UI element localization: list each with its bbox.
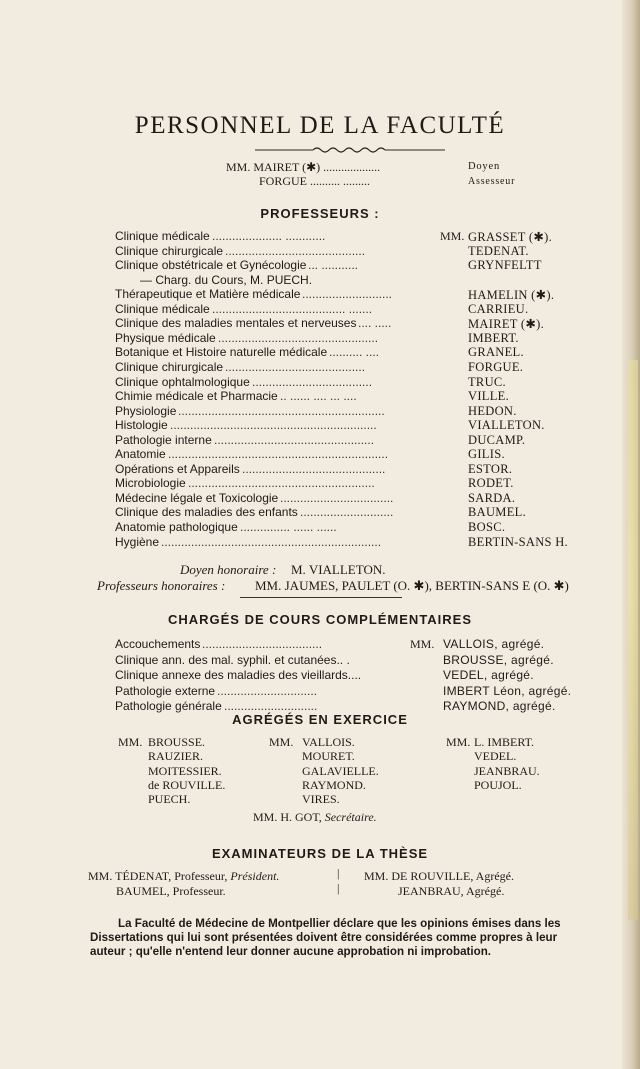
agrege-name: MOURET. [302,749,355,764]
agrege-name: VEDEL. [474,749,517,764]
dean-dots: ................... [323,160,381,174]
examiner-divider-2: | [337,881,340,895]
title-ornament [255,146,445,154]
professor-row [0,258,640,273]
leader-dots: .......................................... [225,243,366,258]
secretary-line [253,810,377,825]
professor-row [0,404,640,419]
professor-row [0,273,640,288]
course-name: Pathologie externe [115,683,216,698]
professor-chair: Anatomie pathologique [115,520,238,534]
agrege-name: RAYMOND. [302,777,366,792]
leader-dots: ........................................... [242,461,386,476]
leader-dots: .... ..... [358,316,392,331]
leader-dots: .................................................................. [168,447,389,462]
professor-chair: Clinique médicale [115,301,210,316]
course-lecturer: VALLOIS, agrégé. [443,637,545,651]
leader-dots: ........................................................ [188,476,375,491]
leader-dots: ... ........... [308,258,359,273]
professor-name: RODET. [468,476,514,491]
leader-dots: .................................... [252,374,373,389]
dean-line [226,160,380,175]
agrege-name: GALAVIELLE. [302,763,379,778]
professor-row [0,491,640,506]
professor-chair: Clinique obstétricale et Gynécologie [115,258,307,273]
professor-chair: Anatomie [115,447,166,462]
professor-name: IMBERT. [468,330,519,345]
professor-row [0,476,640,491]
professor-name: TRUC. [468,374,506,389]
professor-name: BERTIN-SANS H. [468,534,568,549]
professor-row [0,447,640,462]
professor-row [0,389,640,404]
leader-dots: ................................................ [214,432,375,447]
examiners-heading: EXAMINATEURS DE LA THÈSE [211,846,429,861]
professors-mm: MM. [440,229,465,243]
professor-name: BOSC. [468,520,506,534]
professor-chair: Chimie médicale et Pharmacie [115,389,278,404]
course-name: Clinique annexe des maladies des vieillards.... [115,668,362,683]
professor-name: VILLE. [468,389,510,404]
leader-dots: .............................................................. [170,418,377,433]
secretary-name: MM. H. GOT, [253,810,322,824]
leader-dots: ........................... [302,287,393,302]
professor-row [0,229,640,244]
leader-dots: .................................. [280,490,394,505]
examiner-divider-1: | [337,866,340,880]
leader-dots: ..................... ............ [212,229,326,243]
honorary-dean-label: Doyen honoraire : [180,562,277,577]
professor-row [0,462,640,477]
assessor-role: Assesseur [468,176,516,187]
agreges-heading: AGRÉGÉS EN EXERCICE [232,712,408,727]
leader-dots: ............................ [224,699,318,714]
professor-chair: Clinique ophtalmologique [115,374,250,389]
professor-chair: Pathologie interne [115,432,212,447]
course-row [0,637,640,652]
secretary-title: Secrétaire. [324,810,377,824]
agrege-name: de ROUVILLE. [148,777,226,792]
leader-dots: ............... ...... ...... [240,520,337,534]
courses-mm: MM. [410,637,435,651]
leader-dots: .................................................................. [161,534,382,549]
professor-row [0,244,640,259]
course-lecturer: VEDEL, agrégé. [443,668,534,683]
examiner-left-1-role: Président. [230,869,280,883]
professor-row [0,287,640,302]
course-row [0,684,640,699]
professor-name: SARDA. [468,490,516,505]
agrege-name: PUECH. [148,792,191,807]
professors-heading: PROFESSEURS : [260,206,380,221]
professor-row [0,360,640,375]
course-lecturer: IMBERT Léon, agrégé. [443,683,572,698]
leader-dots: ................................................ [218,330,379,345]
professor-name: FORGUE. [468,359,524,374]
leader-dots: .................................... [202,637,323,651]
assessor-dots: .......... ......... [310,174,371,188]
professor-name: HEDON. [468,403,517,418]
disclaimer-line-2: Dissertations qui lui sont présentées doivent être considérées comme propres à leur [90,931,558,944]
professor-row [0,520,640,535]
professor-name: MAIRET (✱). [468,317,545,332]
course-row [0,653,640,668]
divider [240,597,402,598]
dean-name: MAIRET (✱) [253,160,321,174]
course-lecturer: BROUSSE, agrégé. [443,652,554,667]
professor-row [0,345,640,360]
honorary-dean-name: M. VIALLETON. [291,562,386,577]
dean-prefix: MM. [226,160,251,174]
professor-row [0,433,640,448]
professor-row [0,505,640,520]
professor-name: BAUMEL. [468,505,527,520]
agrege-name: JEANBRAU. [474,763,540,778]
honorary-profs-label: Professeurs honoraires : [97,578,226,593]
professor-name: ESTOR. [468,461,513,476]
professor-chair: Clinique des maladies des enfants [115,505,298,520]
course-lecturer: RAYMOND, agrégé. [443,699,556,714]
professor-name: CARRIEU. [468,301,529,316]
professor-chair: Microbiologie [115,476,186,491]
professor-name: HAMELIN (✱). [468,288,555,303]
disclaimer-line-3: auteur ; qu'elle n'entend leur donner aucune approbation ni improbation. [90,945,492,958]
professor-chair: — Charg. du Cours, M. PUECH. [140,272,313,287]
leader-dots: .............................. [217,683,318,698]
professor-name: GRANEL. [468,345,524,360]
leader-dots: ........................................ ....... [212,301,373,316]
professor-row [0,375,640,390]
agrege-name: VALLOIS. [302,735,355,749]
courses-heading: CHARGÉS DE COURS COMPLÉMENTAIRES [167,612,473,627]
leader-dots: .............................................................. [178,403,385,418]
professor-row [0,316,640,331]
professor-chair: Clinique chirurgicale [115,243,224,258]
professor-chair: Histologie [115,418,168,433]
examiner-right-1: MM. DE ROUVILLE, Agrégé. [364,869,514,883]
course-name: Clinique ann. des mal. syphil. et cutanées.. . [115,652,350,667]
disclaimer-line-1: La Faculté de Médecine de Montpellier déclare que les opinions émises dans les [118,917,561,930]
professor-name: VIALLETON. [468,418,545,433]
agrege-name: VIRES. [302,792,340,807]
examiner-left-2: BAUMEL, Professeur. [116,884,226,898]
agreges-mm: MM. [118,735,143,749]
agrege-name: MOITESSIER. [148,763,222,778]
dean-role: Doyen [468,161,500,172]
professor-chair: Botanique et Histoire naturelle médicale [115,345,328,360]
professor-name: GRASSET (✱). [468,230,552,244]
leader-dots: .. ...... .... ... .... [280,389,357,404]
examiner-left-1-text: MM. TÉDENAT, Professeur, [88,869,228,883]
course-name: Pathologie générale [115,699,222,714]
professor-chair: Physiologie [115,403,177,418]
agreges-mm: MM. [446,735,471,749]
professor-chair: Clinique des maladies mentales et nerveuses [115,316,357,331]
examiner-left-1 [88,869,279,884]
agrege-name: POUJOL. [474,777,522,792]
professor-chair: Clinique chirurgicale [115,359,224,374]
page-title: PERSONNEL DE LA FACULTÉ [134,112,506,139]
professor-name: GILIS. [468,447,505,462]
agrege-name: RAUZIER. [148,749,203,764]
leader-dots: .......................................... [225,359,366,374]
professor-name: DUCAMP. [468,432,526,447]
agrege-name: L. IMBERT. [474,735,535,749]
honorary-profs-names: MM. JAUMES, PAULET (O. ✱), BERTIN-SANS E (O. ✱) [255,578,569,593]
course-row [0,668,640,683]
assessor-name: FORGUE [259,174,308,188]
leader-dots: ............................ [300,505,394,520]
professor-chair: Opérations et Appareils [115,461,240,476]
agrege-name: BROUSSE. [148,735,206,749]
professor-row [0,418,640,433]
professor-chair: Médecine légale et Toxicologie [115,490,279,505]
professor-name: TEDENAT. [468,243,529,258]
agreges-mm: MM. [269,735,294,749]
professor-row [0,302,640,317]
course-name: Accouchements [115,637,201,651]
professor-chair: Hygiène [115,534,160,549]
professor-name: GRYNFELTT [468,258,542,273]
leader-dots: .......... .... [329,345,380,360]
examiner-right-2: JEANBRAU, Agrégé. [398,884,505,898]
professor-chair: Clinique médicale [115,229,210,243]
professor-chair: Physique médicale [115,330,216,345]
professor-row [0,331,640,346]
professor-row [0,535,640,550]
assessor-line [259,174,370,189]
professor-chair: Thérapeutique et Matière médicale [115,287,301,302]
